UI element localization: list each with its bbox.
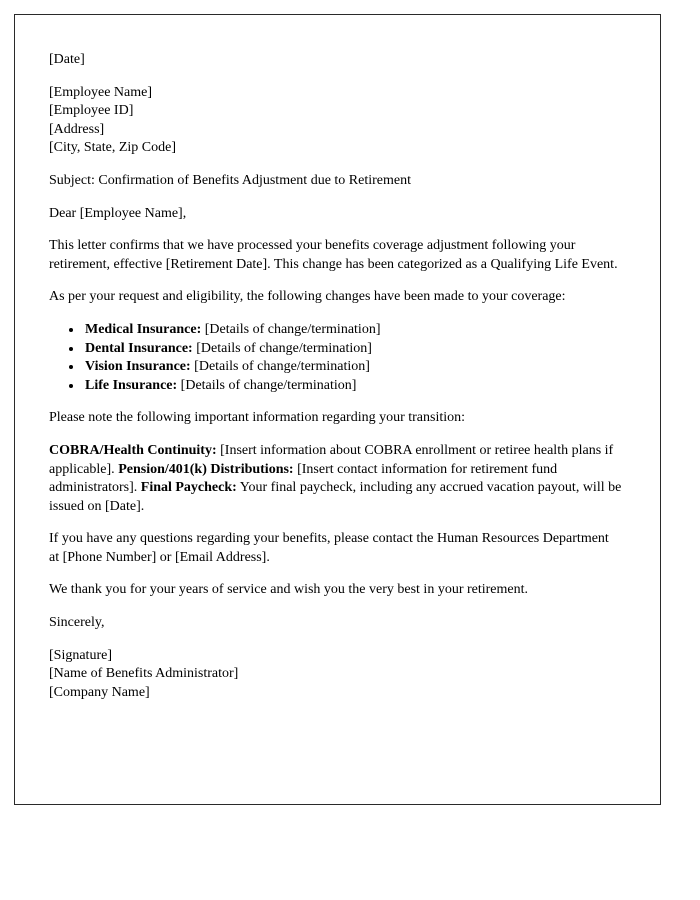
transition-item-label: COBRA/Health Continuity: <box>49 442 217 458</box>
company-name-placeholder: [Company Name] <box>49 684 150 700</box>
date-placeholder: [Date] <box>49 52 85 67</box>
letter-container <box>14 14 661 805</box>
salutation: Dear [Employee Name], <box>49 205 187 221</box>
recipient-block <box>49 84 622 158</box>
closing: Sincerely, <box>49 615 105 631</box>
coverage-item-text: [Details of change/termination] <box>180 377 357 393</box>
coverage-lead-paragraph: As per your request and eligibility, the following changes have been made to your coverage: <box>49 289 566 305</box>
intro-paragraph: This letter confirms that we have processed your benefits coverage adjustment following your retirement, effective [Retirement Date]. This change has been categorized as a Qualifying Life Event. <box>49 238 618 272</box>
transition-item-text: Your final paycheck, including any accrued vacation payout, will be issued on [Date]. <box>49 480 622 514</box>
transition-item-text: [Insert contact information for retirement fund administrators]. <box>49 461 558 496</box>
coverage-item-text: [Details of change/termination] <box>194 359 370 375</box>
recipient-city-state-zip: [City, State, Zip Code] <box>49 140 177 156</box>
subject-line: Subject: Confirmation of Benefits Adjustment due to Retirement <box>49 172 411 188</box>
coverage-item-label: Medical Insurance: <box>85 321 202 337</box>
transition-block <box>49 442 622 516</box>
coverage-item-dental <box>83 340 622 359</box>
coverage-item-text: [Details of change/termination] <box>196 340 372 356</box>
coverage-item-label: Dental Insurance: <box>85 340 193 356</box>
coverage-list <box>49 321 622 395</box>
coverage-item-text: [Details of change/termination] <box>204 321 381 337</box>
thanks-paragraph: We thank you for your years of service and wish you the very best in your retirement. <box>49 582 529 598</box>
coverage-item-life <box>83 377 622 396</box>
recipient-name: [Employee Name] <box>49 84 153 100</box>
transition-item-text: [Insert information about COBRA enrollment or retiree health plans if applicable]. <box>49 442 614 477</box>
signature-block <box>49 647 622 703</box>
questions-paragraph: If you have any questions regarding your benefits, please contact the Human Resources Department at [Phone Number] or [Email Address]. <box>49 531 609 565</box>
coverage-item-label: Life Insurance: <box>85 377 178 393</box>
coverage-item-medical <box>83 321 622 340</box>
recipient-address: [Address] <box>49 121 105 137</box>
recipient-employee-id: [Employee ID] <box>49 103 134 119</box>
transition-lead-paragraph: Please note the following important information regarding your transition: <box>49 410 466 426</box>
coverage-item-vision <box>83 358 622 377</box>
administrator-name-placeholder: [Name of Benefits Administrator] <box>49 666 239 682</box>
transition-item-label: Final Paycheck: <box>140 480 237 496</box>
signature-placeholder: [Signature] <box>49 647 112 663</box>
transition-item-label: Pension/401(k) Distributions: <box>118 461 294 477</box>
coverage-item-label: Vision Insurance: <box>85 359 191 375</box>
